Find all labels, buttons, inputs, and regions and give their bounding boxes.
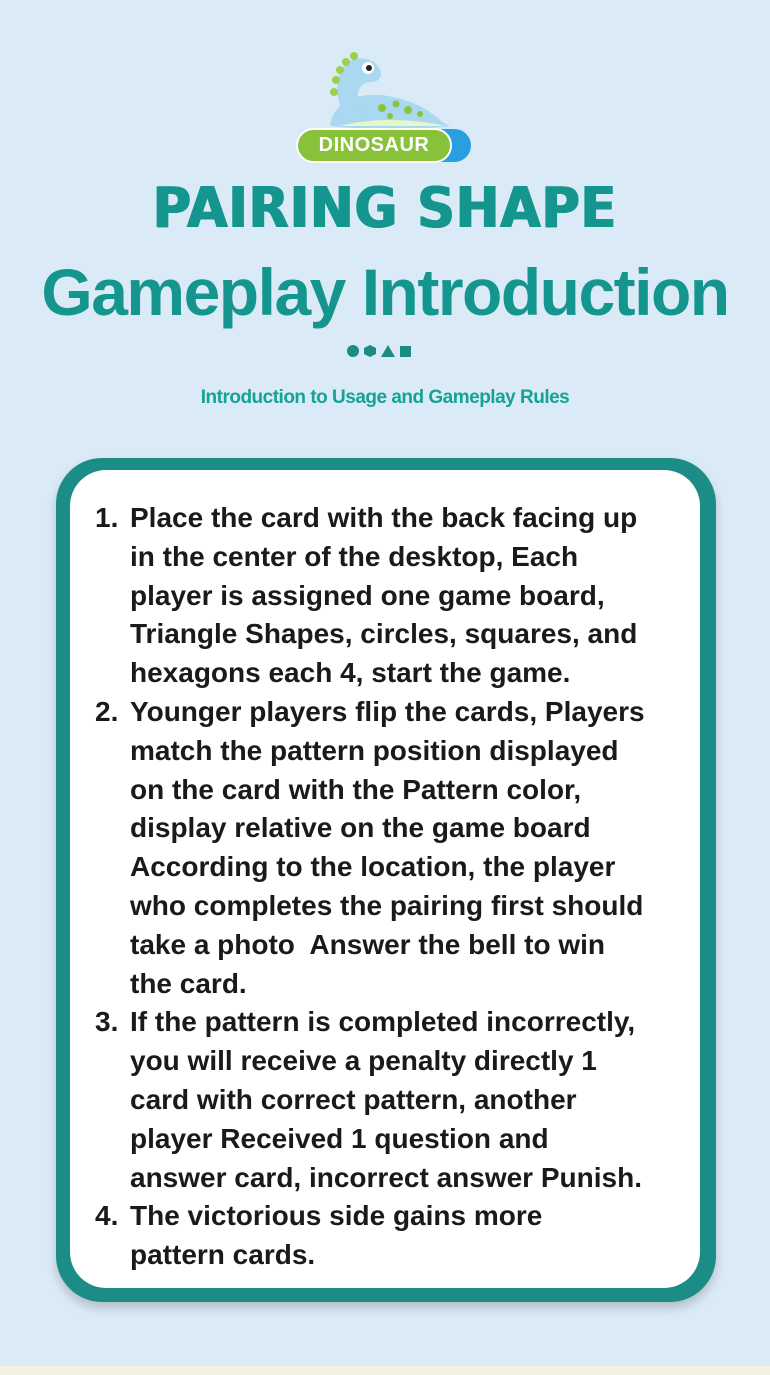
tagline: Introduction to Usage and Gameplay Rules (200, 387, 570, 408)
rule-number: 4. (95, 1200, 119, 1232)
circle-icon (347, 345, 359, 357)
rule-text: Younger players flip the cards, Players match the pattern position displayed on the card with the Pattern color, display relative on the game board According to the location, the player who completes the pairing first should take a photo Answer the bell to win the card. (130, 695, 645, 999)
rule-item (95, 1003, 695, 1197)
page-subtitle: Gameplay Introduction (41, 255, 729, 329)
square-icon (400, 346, 411, 357)
rules-list (95, 499, 695, 1275)
rule-item (95, 693, 695, 1003)
rule-text: Place the card with the back facing up in the center of the desktop, Each player is assigned one game board, Triangle Shapes, circles, squares, and hexagons each 4, start the game. (130, 502, 638, 689)
hexagon-icon (364, 345, 376, 357)
bottom-strip (0, 1366, 770, 1375)
rule-number: 1. (95, 502, 119, 533)
triangle-icon (381, 345, 395, 357)
rule-item (95, 1197, 695, 1275)
rule-text: If the pattern is completed incorrectly, you will receive a penalty directly 1 card with correct pattern, another player Received 1 question and answer card, incorrect answer Punish. (130, 1006, 642, 1193)
rule-number: 2. (95, 695, 119, 727)
rule-text: The victorious side gains more pattern cards. (130, 1200, 543, 1271)
badge-front-shape (296, 128, 452, 163)
page-title: PAIRING SHAPE (152, 176, 618, 241)
shape-icons (346, 343, 426, 359)
rule-item (95, 499, 695, 693)
dinosaur-badge (296, 128, 476, 165)
rule-number: 3. (95, 1006, 119, 1038)
badge-label: DINOSAUR (318, 134, 430, 156)
